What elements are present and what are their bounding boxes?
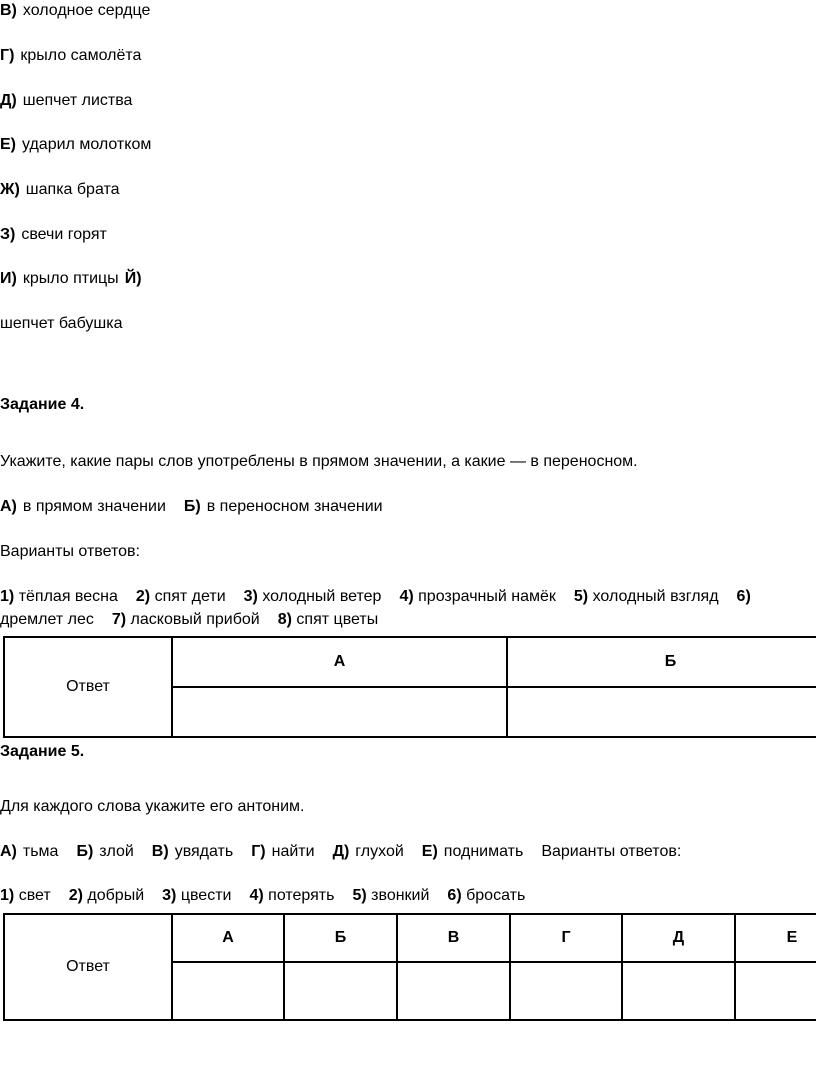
answer-header-v: В (397, 914, 510, 962)
list-item-v (0, 2, 150, 20)
category-text: в переносном значении (206, 498, 383, 515)
answer-header-b: Б (507, 637, 816, 687)
task5-title: Задание 5. (0, 743, 85, 760)
option-text: спят дети (154, 588, 226, 605)
option-num: 5) (352, 887, 367, 904)
answer-header-e: Е (735, 914, 816, 962)
option-text: ласковый прибой (130, 611, 260, 628)
answer-cell-a[interactable] (172, 687, 507, 737)
answer-cell-e[interactable] (735, 962, 816, 1020)
option-text: холодный взгляд (592, 588, 719, 605)
item-text: ударил молотком (22, 136, 152, 153)
word-letter: В) (151, 843, 169, 860)
item-text: холодное сердце (22, 2, 151, 19)
word-letter: Г) (251, 843, 266, 860)
option-num: 6) (736, 588, 751, 605)
word-letter: Д) (332, 843, 350, 860)
option-num: 7) (111, 611, 127, 628)
answer-header-d: Д (622, 914, 735, 962)
option-num: 3) (162, 887, 177, 904)
list-item-d (0, 92, 132, 110)
task5-variants-label: Варианты ответов: (541, 843, 682, 860)
option-text: бросать (466, 887, 526, 904)
word-text: увядать (174, 843, 234, 860)
word-letter: А) (0, 843, 17, 860)
task4-options-line1 (0, 588, 751, 606)
word-text: поднимать (443, 843, 524, 860)
task4-instruction: Укажите, какие пары слов употреблены в прямом значении, а какие — в переносном. (0, 453, 638, 470)
item-letter: Й) (124, 270, 142, 287)
list-item-i (0, 270, 142, 288)
option-text: тёплая весна (18, 588, 118, 605)
task4-variants-label: Варианты ответов: (0, 543, 140, 560)
word-text: глухой (355, 843, 404, 860)
item-letter: И) (0, 270, 17, 287)
task5-words (0, 843, 681, 861)
task5-instruction: Для каждого слова укажите его антоним. (0, 798, 305, 815)
option-text: дремлет лес (0, 611, 94, 628)
option-num: 2) (68, 887, 83, 904)
option-text: спят цветы (296, 611, 379, 628)
item-text: шапка брата (25, 181, 120, 198)
answer-label: Ответ (4, 637, 172, 737)
option-text: потерять (268, 887, 335, 904)
task5-answer-table (3, 913, 816, 1021)
task4-options-line2 (0, 611, 378, 629)
word-letter: Е) (421, 843, 438, 860)
task4-answer-table (3, 636, 816, 738)
task4-title: Задание 4. (0, 396, 85, 413)
item-text: свечи горят (21, 226, 107, 243)
word-text: тьма (22, 843, 59, 860)
answer-header-a: А (172, 914, 284, 962)
item-text: шепчет бабушка (0, 315, 123, 332)
item-text: шепчет листва (22, 92, 133, 109)
option-num: 3) (243, 588, 258, 605)
item-letter: Ж) (0, 181, 20, 198)
item-letter: В) (0, 2, 17, 19)
answer-cell-b[interactable] (284, 962, 397, 1020)
option-num: 2) (135, 588, 151, 605)
word-text: найти (271, 843, 315, 860)
item-text: крыло птицы (22, 270, 119, 287)
option-text: холодный ветер (262, 588, 382, 605)
word-text: злой (99, 843, 134, 860)
word-letter: Б) (76, 843, 94, 860)
option-num: 1) (0, 588, 15, 605)
answer-cell-d[interactable] (622, 962, 735, 1020)
list-item-e (0, 136, 151, 154)
answer-header-a: А (172, 637, 507, 687)
option-text: звонкий (371, 887, 430, 904)
option-num: 1) (0, 887, 15, 904)
category-letter: А) (0, 498, 17, 515)
list-item-zh (0, 181, 120, 199)
answer-header-b: Б (284, 914, 397, 962)
item-letter: Г) (0, 47, 15, 64)
answer-header-g: Г (510, 914, 622, 962)
option-num: 8) (277, 611, 292, 628)
category-text: в прямом значении (22, 498, 166, 515)
answer-cell-b[interactable] (507, 687, 816, 737)
list-item-z (0, 226, 107, 244)
task5-options (0, 887, 525, 905)
option-text: прозрачный намёк (418, 588, 556, 605)
option-num: 5) (573, 588, 589, 605)
answer-cell-v[interactable] (397, 962, 510, 1020)
item-text: крыло самолёта (20, 47, 142, 64)
task4-categories (0, 498, 383, 516)
item-letter: З) (0, 226, 16, 243)
option-num: 4) (249, 887, 264, 904)
option-text: цвести (180, 887, 232, 904)
item-letter: Д) (0, 92, 17, 109)
answer-cell-a[interactable] (172, 962, 284, 1020)
option-text: добрый (87, 887, 145, 904)
answer-label: Ответ (4, 914, 172, 1020)
answer-cell-g[interactable] (510, 962, 622, 1020)
list-item-g (0, 47, 141, 65)
option-num: 6) (447, 887, 462, 904)
option-num: 4) (399, 588, 414, 605)
item-letter: Е) (0, 136, 16, 153)
list-item-j-text (0, 315, 122, 333)
option-text: свет (18, 887, 51, 904)
category-letter: Б) (183, 498, 201, 515)
